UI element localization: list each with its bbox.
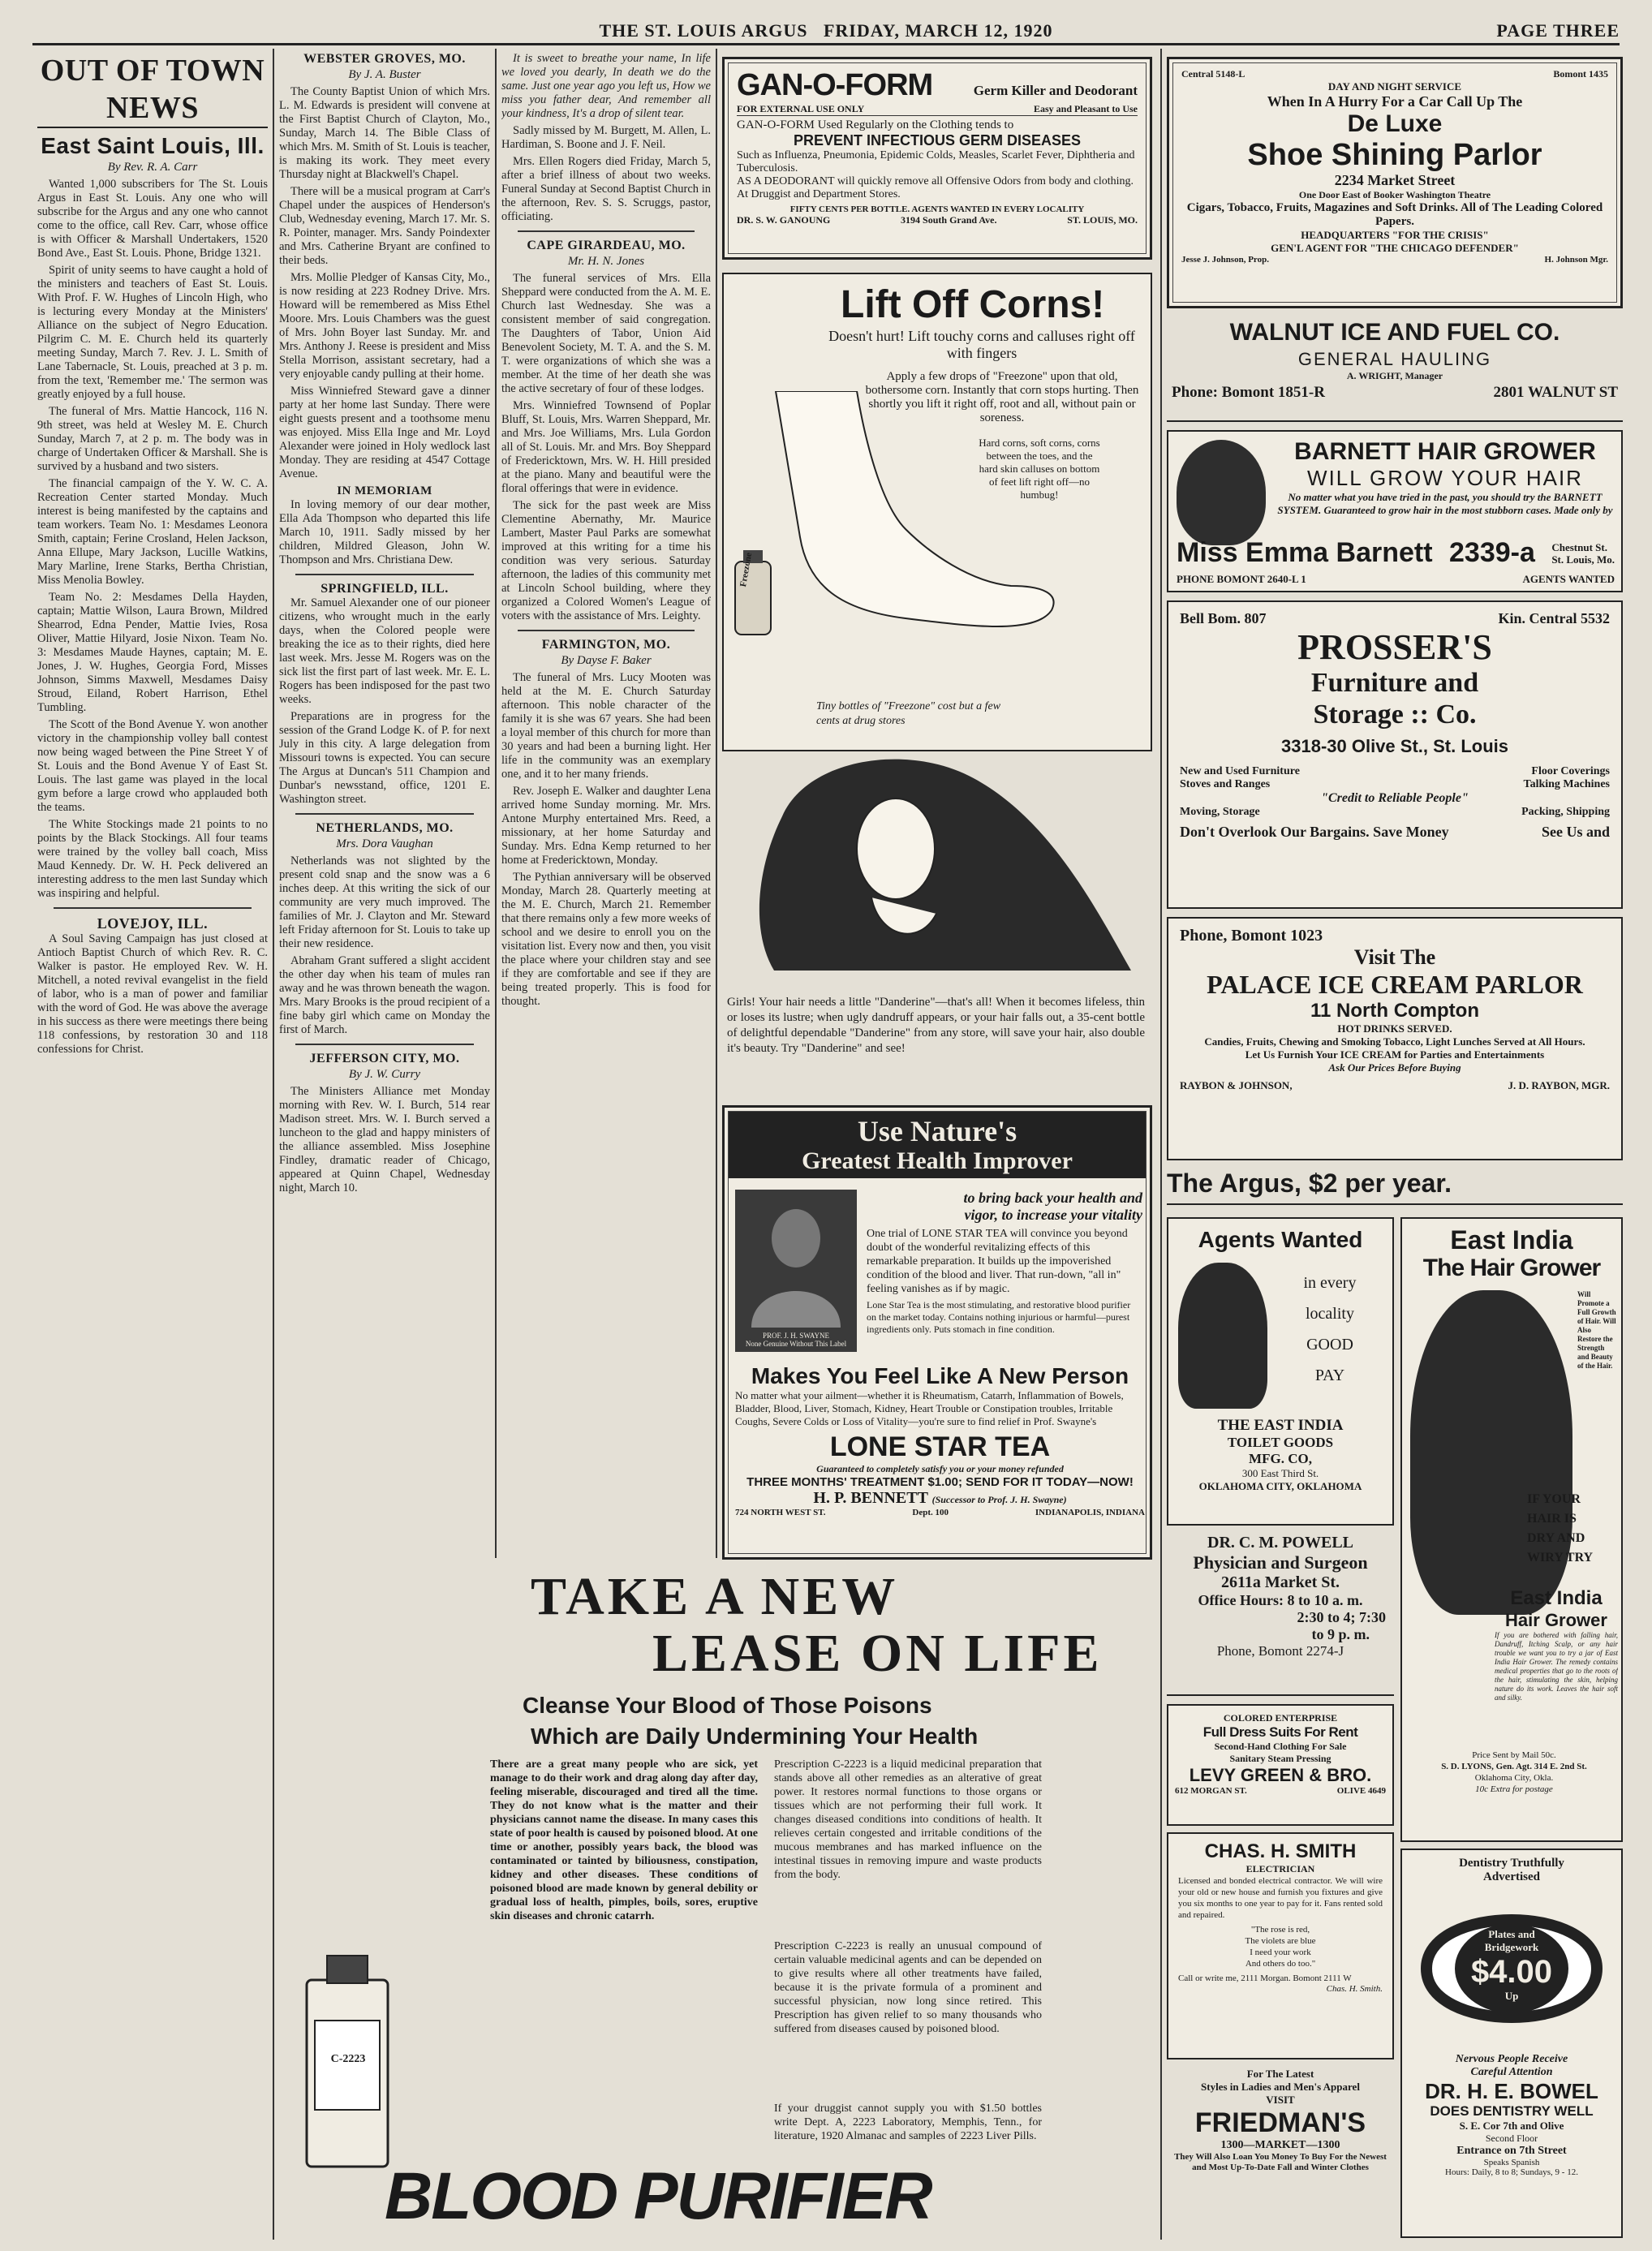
prosser-credit: "Credit to Reliable People" [1321,791,1469,805]
prosser-address: 3318-30 Olive St., St. Louis [1281,736,1508,756]
palace-phone: Phone, Bomont 1023 [1180,927,1323,945]
walnut-sub: GENERAL HAULING [1297,349,1492,369]
dentist-ad [1400,1849,1623,2238]
woman-illustration [725,751,1147,987]
column-one [37,52,268,2243]
gan-headline: PREVENT INFECTIOUS GERM DISEASES [793,132,1082,148]
dentist-plates2: Bridgework [1484,1941,1539,1953]
palace-ice-cream-ad [1167,917,1623,1160]
column-rule [1160,49,1162,2240]
powell-phone: Phone, Bomont 2274-J [1216,1643,1344,1659]
shoe-line1: DAY AND NIGHT SERVICE [1327,80,1462,93]
smith-poem3: I need your work [1250,1948,1311,1957]
dentist-nervous2: Careful Attention [1470,2066,1553,2078]
barnett-sub: WILL GROW YOUR HAIR [1307,466,1583,490]
blood-purifier-ad [279,1566,1155,2240]
lone-star-body3: No matter what your ailment—whether it is Rheumatism, Catarrh, Inflammation of Bowels, Bladder, Blood, Liver, Stomach, Kidney, Heart Trouble or Constipation troubles, Irritable Coughs, Severe Colds or Loss of Vitality—you're sure to find relief in Prof. Swayne's [735,1389,1124,1427]
barnett-hair-ad [1167,430,1623,592]
corns-headline: Lift Off Corns! [841,283,1105,326]
dentist-teeth [1410,1887,1613,2050]
agents-l3: GOOD [1306,1336,1353,1354]
column-three [501,52,711,1553]
divider [518,630,695,631]
blood-headline1: TAKE A NEW [531,1567,899,1626]
gan-sub-right: Easy and Pleasant to Use [1033,103,1138,114]
dentist-plates1: Plates and [1488,1928,1535,1940]
east-india-product1: East India [1510,1587,1603,1609]
ad-frame [728,1111,1147,1554]
column-two [279,52,490,1553]
barnett-photo [1177,440,1266,545]
shoe-footer [1181,255,1608,265]
blood-sub2: Which are Daily Undermining Your Health [531,1724,979,1749]
article-paragraph: The Pythian anniversary will be observed Monday, March 28. Quarterly meeting at the M. E. Church, March 21. Remember that there remains only a few more weeks of school and we desire to enroll you on the visitation list. Every now and then, you visit the place where your children stay and see if they are comfortable and see if they are being treated properly. This is food for thought. [501,871,711,1008]
prosser-r3: Packing, Shipping [1521,806,1610,818]
ad-frame [1172,435,1618,587]
section-title: OUT OF TOWN NEWS [37,52,268,128]
east-india-body: If you are bothered with falling hair, Dandruff, Itching Scalp, or any hair trouble we want you to try a jar of East India Hair Grower. The remedy contains medical properties that go to the roots of the hair, stimulating the skin, helping nature do its work. Leaves the hair soft and silky. [1495,1631,1618,1702]
shoe-title1: De Luxe [1347,110,1443,137]
blood-col1: There are a great many people who are sick, yet manage to do their work and drag along day after day, feeling miserable, discouraged and tired all the time. They do not know what is the matter and their physicians cannot name the disease. In many cases this state of poor health is caused by poisoned blood. At one time or another, possibly years back, the blood was contaminated or tainted by biliousness, constipation, kidney and other diseases. These conditions of poisoned blood are made known by general debility or gradual loss of health, pimples, boils, sores, eruptive skin diseases and chronic catarrh. [490,1758,758,1922]
shoe-phone-left: Central 5148-L [1181,68,1245,80]
east-india-footer [1410,1750,1618,1795]
walnut-phone: Phone: Bomont 1851-R [1172,384,1325,401]
gan-brand: GAN-O-FORM [737,68,933,102]
netherlands-byline: Mrs. Dora Vaughan [336,837,433,850]
dentist-price: $4.00 [1470,1954,1553,1990]
article-paragraph: Wanted 1,000 subscribers for The St. Louis Argus in East St. Louis. Any one who will subscribe for the Argus and any one who cannot come to the office, call Rev. Carr, whose office is with Officer & Marshall Undertakers, 1520 Bond Ave., East St. Louis. Phone, Bridge 1321. [37,178,268,260]
shoe-agent: GEN'L AGENT FOR "THE CHICAGO DEFENDER" [1271,242,1519,254]
agents-company3: MFG. CO, [1249,1451,1312,1466]
gan-header-row [737,68,1138,103]
gan-tagline: Germ Killer and Deodorant [973,83,1138,98]
friedman-address: 1300—MARKET—1300 [1220,2139,1340,2151]
article-paragraph: Mrs. Winniefred Townsend of Poplar Bluff, St. Louis, Mrs. Warren Sheppard, Mr. and Mrs. Joe Williams, Mrs. Lula Gordon all of St. Louis. Mr. and Mrs. Boy Sheppard of Fredericktown, Mrs. W. H. Hill presided at the piano. Many and beautiful were the floral offerings that were in evidence. [501,399,711,495]
east-india-q3: DRY AND [1527,1531,1585,1545]
corns-caption: Tiny bottles of "Freezone" cost but a few cents at drug stores [816,700,1001,727]
friedman-l3: VISIT [1266,2094,1295,2106]
east-india-price: Price Sent by Mail 50c. [1472,1750,1556,1760]
levy-sub1: Second-Hand Clothing For Sale [1214,1741,1347,1752]
east-india-title2: The Hair Grower [1422,1255,1601,1281]
shoe-shining-ad [1167,57,1623,308]
lone-star-address: 724 NORTH WEST ST. [735,1508,826,1517]
levy-address: 612 MORGAN ST. [1175,1786,1247,1796]
corns-sub: Doesn't hurt! Lift touchy corns and calluses right off with fingers [828,328,1135,361]
palace-title: PALACE ICE CREAM PARLOR [1207,970,1583,999]
prosser-phone-right: Kin. Central 5532 [1498,610,1610,626]
friedman-l1: For The Latest [1246,2068,1314,2080]
lone-star-headline: Makes You Feel Like A New Person [751,1363,1129,1388]
prosser-title3: Storage :: Co. [1313,699,1477,730]
agents-right [1277,1268,1383,1391]
levy-top: COLORED ENTERPRISE [1223,1712,1338,1724]
prosser-line3 [1180,806,1610,819]
lone-star-tag1: to bring back your health and [963,1190,1142,1206]
prosser-l3: Moving, Storage [1180,806,1260,818]
gan-address: 3194 South Grand Ave. [901,214,997,226]
gan-sub-row [737,103,1138,116]
prosser-phone-left: Bell Bom. 807 [1180,610,1267,626]
shoe-title2: Shoe Shining Parlor [1247,138,1542,172]
agents-photo [1178,1263,1267,1409]
dentist-speak: Speaks Spanish [1483,2158,1540,2167]
walnut-title: WALNUT ICE AND FUEL CO. [1229,319,1560,346]
prosser-title2: Furniture and [1310,668,1479,698]
barnett-street: Chestnut St. [1551,540,1607,553]
webster-byline: By J. A. Buster [348,68,421,81]
shoe-prop: Jesse J. Johnson, Prop. [1181,255,1269,265]
shoe-location: One Door East of Booker Washington Theatre [1298,189,1491,200]
masthead-page-number: PAGE THREE [1496,19,1620,41]
lone-star-photo-caption2: None Genuine Without This Label [745,1340,847,1348]
east-india-q1: IF YOUR [1527,1492,1581,1506]
column-rule [716,49,717,1558]
powell-hours3: to 9 p. m. [1311,1626,1370,1642]
blood-col3: Prescription C-2223 is really an unusual compound of certain valuable medicinal agents and can be depended on to give results where all other treatments have failed, because it is the private formula of a prominent and successful physician, now long since retired. This Prescription has given relief to so many thousands who suffered from diseases caused by poisoned blood. [774,1940,1042,2035]
poem-continued: It is sweet to breathe your name, In life we loved you dearly, In death we do the same. Just one year ago you left us, How we miss you father dear, And remember all your kindness, It's a drop of silent tear. [501,52,711,120]
levy-name: LEVY GREEN & BRO. [1189,1765,1372,1785]
prosser-line1 [1180,765,1610,778]
smith-poem2: The violets are blue [1245,1936,1316,1946]
palace-left: RAYBON & JOHNSON, [1180,1079,1293,1091]
shoe-line2: When In A Hurry For a Car Call Up The [1267,93,1523,110]
agents-l1: in every [1303,1274,1357,1292]
powell-hours2: 2:30 to 4; 7:30 [1297,1609,1386,1625]
barnett-name: Miss Emma Barnett [1177,537,1433,568]
lone-star-body1: One trial of LONE STAR TEA will convince you beyond doubt of the wonderful revitalizing effects of this remarkable preparation. It builds up the impoverished condition of the blood and liver. That run-down, "all in" feeling vanishes as if by magic. [867,1228,1128,1295]
friedmans-ad [1167,2068,1394,2238]
east-india-lower [1495,1587,1618,1702]
article-paragraph: A Soul Saving Campaign has just closed at Antioch Baptist Church of which Rev. R. C. Walker is pastor. He employed Rev. W. H. Mitchell, a noted revival evangelist in the field of labor, who is a man of power and familiar with the word of God. He was above the average in his success as there were meetings there being 118 confessions, by restoration 30 and 118 confessions for Christ. [37,932,268,1056]
ad-frame [1172,1709,1389,1821]
danderine-ad [722,751,1152,1100]
smith-contact: Call or write me, 2111 Morgan. Bomont 2111 W [1178,1973,1352,1983]
article-paragraph: Team No. 2: Mesdames Della Hayden, captain; Mattie Wilson, Laura Brown, Mildred Shearrod, Edna Pender, Mattie Ivies, Rosa Oliver, Mattie Hilyard, Josie Nixon. Team No. 3: Mesdames Maude Haynes, captain; M. E. Jones, J. W. Hughes, Georgia Ford, Misses Johnson, Simms Maxwell, Mesdames Daisy Stroud, Eiland, Robert Harrison, Ethel Tumbling. [37,591,268,714]
dentist-hours: Hours: Daily, 8 to 8; Sundays, 9 - 12. [1445,2167,1578,2177]
walnut-footer [1167,382,1623,403]
lone-star-lower [735,1363,1145,1517]
east-india-q [1527,1490,1616,1568]
article-paragraph: Mrs. Mollie Pledger of Kansas City, Mo., is now residing at 223 Rodney Drive. Mrs. Howard will be remembered as Miss Ethel Moore. Mrs. Louis Chambers was the guest of Mrs. John Boyer last Sunday. Mr. and Mrs. Anthony J. Reese is president and Miss Stella Morrison, assistant secretary, had a very enjoyable candy pulling at their home. [279,271,490,381]
east-india-city: Oklahoma City, Okla. [1474,1773,1554,1783]
article-paragraph: The Scott of the Bond Avenue Y. won another victory in the championship volley ball contest now being waged between the Pine Street Y of St. Louis and the Bond Avenue Y of East St. Louis. The last game was played in the local gym before a large crowd who applauded both the teams. [37,718,268,814]
article-paragraph: Spirit of unity seems to have caught a hold of the ministers and teachers of East St. Louis. With Prof. F. W. Hughes of Lincoln High, who is lecturing every Monday at the Ministers' Alliance on the subject of Negro Education. Pilgrim C. M. E. Church held its quarterly meeting Sunday, March 7. Rev. J. L. Smith of Lane Tabernacle, St. Louis, preached at 3 p. m. from the text, 'Remember me.' The sermon was greatly enjoyed by a full house. [37,264,268,401]
masthead [32,18,1620,45]
palace-order: Let Us Furnish Your ICE CREAM for Parties and Entertainments [1245,1048,1545,1061]
webster-title: WEBSTER GROVES, MO. [303,52,466,66]
lift-off-corns-ad [722,273,1152,751]
east-india-q2: HAIR IS [1527,1512,1577,1526]
shoe-phones [1181,68,1608,80]
barnett-city: St. Louis, Mo. [1551,553,1615,566]
dentist-name2: DOES DENTISTRY WELL [1430,2103,1594,2119]
gan-footer-row [737,214,1138,226]
article-paragraph: Netherlands was not slighted by the present cold snap and the snow was a 6 inches deep. At this writing the sick of our community are very much improved. The families of Mr. J. Clayton and Mr. Steward left Friday afternoon for St. Louis to take up their new residence. [279,854,490,950]
smith-body: Licensed and bonded electrical contractor. We will wire your old or new house and furnish you fixtures and give you six months to one year to pay for it. Fans rented sold and repaired. [1178,1876,1383,1920]
lone-star-photo [735,1190,857,1352]
dentist-nervous1: Nervous People Receive [1455,2053,1568,2065]
corns-foot-note: Hard corns, soft corns, corns between the toes, and the hard skin calluses on bottom of feet lift right off—no humbug! [979,437,1100,501]
east-st-louis-byline: By Rev. R. A. Carr [107,161,198,174]
bottle-label: C-2223 [330,2053,366,2065]
prosser-line4 [1180,824,1610,841]
ad-frame [1172,1837,1389,2055]
agents-l2: locality [1306,1305,1354,1323]
palace-drinks: HOT DRINKS SERVED. [1337,1022,1452,1035]
article-paragraph: The County Baptist Union of which Mrs. L. M. Edwards is president will convene at the First Baptist Church of Clayton, Mo., Sunday, March 14. The Bible Class of which Mrs. M. Smith of St. Louis is teacher, is making its work. They meet every Thursday night at Blackwell's Chapel. [279,85,490,181]
gan-city: ST. LOUIS, MO. [1067,214,1138,226]
barnett-number: 2339-a [1449,537,1535,568]
gan-sub-left: FOR EXTERNAL USE ONLY [737,103,865,114]
in-memoriam-text: In loving memory of our dear mother, Ella Ada Thompson who departed this life March 10, 1911. Sadly missed by her children, Mildred Gleason, John W. Thompson and Mrs. Christiana Dew. [279,498,490,566]
blood-sub1: Cleanse Your Blood of Those Poisons [523,1693,932,1718]
lone-star-tag2: vigor, to increase your vitality [964,1207,1142,1223]
article-paragraph: The sick for the past week are Miss Clementine Abernathy, Mr. Maurice Lambert, Master Paul Parks are somewhat improved at this writing for a time his condition was very serious. Saturday afternoon, the ladies of this community met at Lincoln School building, where they organized a Colored Women's League of voters with the assistance of Mrs. Leighty. [501,499,711,622]
corns-bottle-label: Freezone [738,552,755,588]
divider [295,574,474,575]
divider [54,907,252,909]
dentist-up: Up [1504,1990,1519,2002]
prosser-r2: Talking Machines [1523,778,1610,790]
prossers-ad [1167,600,1623,909]
ad-frame [728,62,1147,254]
agents-l4: PAY [1314,1367,1345,1384]
jefferson-byline: By J. W. Curry [348,1068,421,1081]
palace-items: Candies, Fruits, Chewing and Smoking Tobacco, Light Lunches Served at All Hours. [1204,1035,1585,1048]
lone-star-right [867,1190,1142,1336]
article-paragraph: Mr. Samuel Alexander one of our pioneer citizens, who wrought much in the early days, when the Colored people were breaking the ice as to their rights, died here last week. Mrs. Jesse M. Rogers was on the sick list the first part of last week. Mr. E. L. Rogers has been indisposed for the past two weeks. [279,596,490,706]
article-paragraph: The funeral services of Mrs. Ella Sheppard were conducted from the A. M. E. Church last Wednesday. She was a consistent member of said congregation. The Daughters of Tabor, Union Aid Benevolent Society, M. T. A. and the S. M. T. were organizations of which she was a member. At the time of her death she was the active secretary of four of these lodges. [501,272,711,395]
dentist-title2: Advertised [1483,1870,1540,1883]
ad-frame [1172,1222,1389,1521]
blood-col2: Prescription C-2223 is a liquid medicinal preparation that stands above all other remedies as an alterative of great power. It restores normal functions to those organs or tissues which are not performing their full work. It changes diseased conditions into conditions of health. It relieves certain congested and irritable conditions of the mucous membranes and has marked influence on the intestinal tissues in removing impure and waste products from the body. [774,1758,1042,1881]
shoe-items: Cigars, Tobacco, Fruits, Magazines and Soft Drinks. All of The Leading Colored Papers. [1186,201,1603,228]
east-india-side: Will Promote a Full Growth of Hair. Will Also Restore the Strength and Beauty of the Hair. [1577,1290,1616,1370]
blood-headline2: LEASE ON LIFE [652,1624,1103,1683]
levy-footer [1175,1786,1386,1796]
agents-company: THE EAST INDIA [1217,1417,1344,1434]
foot-illustration [727,391,1068,651]
shoe-mgr: H. Johnson Mgr. [1544,255,1608,265]
lone-star-dept: Dept. 100 [912,1508,949,1517]
lone-star-dealer-note: (Successor to Prof. J. H. Swayne) [931,1494,1067,1505]
divider [295,813,474,815]
lone-star-banner [729,1112,1146,1178]
smith-poem4: And others do too." [1245,1959,1316,1969]
prosser-r1: Floor Coverings [1531,765,1610,777]
walnut-address: 2801 WALNUT ST [1493,384,1618,401]
lone-star-guarantee: Guaranteed to completely satisfy you or your money refunded [816,1463,1064,1474]
lone-star-offer: THREE MONTHS' TREATMENT $1.00; SEND FOR IT TODAY—NOW! [746,1475,1134,1489]
prosser-l2: Stoves and Ranges [1180,778,1271,790]
dentist-title1: Dentistry Truthfully [1459,1857,1564,1870]
east-india-agent: S. D. LYONS, Gen. Agt. 314 E. 2nd St. [1441,1762,1587,1771]
lone-star-address-row [735,1508,1145,1517]
levy-title: Full Dress Suits For Rent [1202,1724,1358,1740]
springfield-title: SPRINGFIELD, ILL. [321,582,449,596]
article-paragraph: The funeral of Mrs. Lucy Mooten was held at the M. E. Church Saturday afternoon. This noble character of the family it is she was 67 years. She had been a loyal member of this church for more than 30 years and had been a burning light. Her life in the community was an exemplary one, and it to her many friends. [501,671,711,781]
article-paragraph: Mrs. Ellen Rogers died Friday, March 5, after a brief illness of about two weeks. Funeral Sunday at Second Baptist Church in the afternoon, Rev. S. S. Scruggs, pastor, officiating. [501,155,711,223]
agents-wanted-ad [1167,1217,1394,1526]
smith-sign: Chas. H. Smith. [1326,1984,1383,1994]
palace-address: 11 North Compton [1310,1000,1479,1022]
article-paragraph: The financial campaign of the Y. W. C. A. Recreation Center started Monday. Much interest is being manifested by the captains and team workers. Team No. 1: Mesdames Leonora Smith, captain; Ferine Crosland, Helen Jackson, Anna Ellupe, Mary Jackson, Lucille Watkins, Mary Marline, Irene Starks, Bertha Christian, Miss Menolia Bowley. [37,477,268,587]
prosser-l1: New and Used Furniture [1180,765,1300,777]
column-rule [273,49,274,2240]
gan-o-form-ad [722,57,1152,260]
east-india-ad [1400,1217,1623,1842]
gan-maker: DR. S. W. GANOUNG [737,214,831,226]
palace-footer [1180,1079,1610,1092]
friedman-body: They Will Also Loan You Money To Buy For the Newest and Most Up-To-Date Fall and Winter Clothes [1174,2152,1387,2172]
article-paragraph: Miss Winniefred Steward gave a dinner party at her home last Sunday. There were eight guests present and a toothsome menu was enjoyed. Miss Ella Inge and Mr. Loyd Alexander were joined in Holy wedlock last Monday. They are residing at 4547 Cottage Avenue. [279,385,490,480]
east-st-louis-title: East Saint Louis, Ill. [41,133,265,158]
walnut-mgr: A. WRIGHT, Manager [1346,370,1443,381]
lone-star-photo-caption: PROF. J. H. SWAYNE [763,1332,829,1340]
palace-ask: Ask Our Prices Before Buying [1328,1061,1461,1074]
lone-star-tea-ad [722,1105,1152,1560]
lone-star-dealer: H. P. BENNETT [813,1489,928,1507]
prosser-l4: Don't Overlook Our Bargains. Save Money [1180,824,1449,840]
shoe-address: 2234 Market Street [1334,172,1456,188]
article-paragraph: The Ministers Alliance met Monday morning with Rev. W. I. Burch, 514 rear Madison street. Mrs. W. I. Burch served a luncheon to the glad and happy ministers of the alliance assembled. Miss Josephine Findley, dramatic reader of Chicago, appeared at Quinn Chapel, Wednesday night, March 10. [279,1085,490,1194]
east-india-q4: WIRY TRY [1527,1551,1594,1565]
lone-star-dealer-line [735,1489,1145,1508]
walnut-ice-ad [1167,316,1623,422]
barnett-body: No matter what you have tried in the past, you should try the BARNETT SYSTEM. Guaranteed to grow hair in the most stubborn cases. Made only by [1277,491,1613,516]
powell-title: Physician and Surgeon [1193,1552,1368,1573]
dentist-name: DR. H. E. BOWEL [1425,2079,1598,2103]
shoe-hq: HEADQUARTERS "FOR THE CRISIS" [1301,229,1489,241]
agents-city: OKLAHOMA CITY, OKLAHOMA [1198,1480,1362,1492]
palace-right: J. D. RAYBON, MGR. [1508,1079,1610,1091]
lone-star-city: INDIANAPOLIS, INDIANA [1035,1508,1145,1517]
dr-powell-ad [1167,1534,1394,1696]
agents-title: Agents Wanted [1198,1227,1363,1252]
masthead-paper-name: THE ST. LOUIS ARGUS FRIDAY, MARCH 12, 1920 [599,19,1053,41]
prosser-phones [1180,610,1610,627]
levy-sub2: Sanitary Steam Pressing [1229,1753,1331,1764]
ad-frame [1405,1853,1618,2233]
lone-star-product: LONE STAR TEA [829,1431,1051,1462]
dentist-entrance: Entrance on 7th Street [1456,2145,1567,2157]
barnett-footer [1177,573,1615,586]
jefferson-title: JEFFERSON CITY, MO. [309,1052,460,1065]
blood-footer: BLOOD PURIFIER [385,2159,931,2233]
smith-poem1: "The rose is red, [1250,1925,1310,1935]
gan-line2: Such as Influenza, Pneumonia, Epidemic Colds, Measles, Scarlet Fever, Diphtheria and Tuberculosis. [737,149,1135,174]
article-paragraph: Abraham Grant suffered a slight accident the other day when his team of mules ran away and he was thrown beneath the wagon. Mrs. Mary Brooks is the proud recipient of a fine baby girl which came on Monday the first of March. [279,954,490,1036]
prosser-title1: PROSSER'S [1297,627,1492,667]
ad-frame [727,278,1147,747]
ad-frame [1172,605,1618,904]
east-india-product2: Hair Grower [1505,1610,1607,1630]
levy-phone: OLIVE 4649 [1336,1786,1386,1796]
barnett-title: BARNETT HAIR GROWER [1294,438,1596,465]
ad-frame [1172,62,1617,303]
article-paragraph: Rev. Joseph E. Walker and daughter Lena arrived home Sunday morning. Mr. Mrs. Antone Murphy entertained Mrs. Reed, a missionary, at her home Saturday and Sunday. Mrs. Edna Kemp returned to her home at Fredericktown, Monday. [501,785,711,867]
barnett-agents: AGENTS WANTED [1522,573,1615,585]
corns-body: Apply a few drops of "Freezone" upon that old, bothersome corn. Instantly that corn stops hurting. Then shortly you lift it right off, root and all, without pain or soreness. [865,370,1139,424]
dentist-center [1410,1928,1613,2003]
friedman-name: FRIEDMAN'S [1194,2107,1366,2138]
shoe-phone-right: Bomont 1435 [1553,68,1608,80]
ad-frame [1405,1222,1618,1837]
prosser-r4: See Us and [1541,824,1610,840]
ad-frame [1172,922,1618,1156]
divider [295,1044,474,1045]
article-paragraph: The White Stockings made 21 points to no points by the Black Stockings. All four teams were trained by the volley ball coach, Miss Maud Kennedy. Dr. W. H. Peck delivered an interesting address to the men last Sunday which was inspiring and helpful. [37,818,268,900]
netherlands-title: NETHERLANDS, MO. [316,821,454,835]
dentist-address: S. E. Cor 7th and Olive [1459,2120,1564,2132]
gan-price: FIFTY CENTS PER BOTTLE. AGENTS WANTED IN EVERY LOCALITY [789,204,1085,214]
in-memoriam-title: IN MEMORIAM [337,484,432,497]
cape-title: CAPE GIRARDEAU, MO. [527,239,686,252]
article-paragraph: There will be a musical program at Carr's Chapel under the auspices of Henderson's Club, Wednesday evening, March 17. Mr. S. R. Pointer, manager. Mrs. Sandy Poindexter and Mrs. Catherine Bryant are confined to their beds. [279,185,490,267]
barnett-phone: PHONE BOMONT 2640-L 1 [1177,573,1306,585]
dentist-floor: Second Floor [1485,2133,1538,2144]
farmington-byline: By Dayse F. Baker [561,654,652,667]
lone-star-banner1: Use Nature's [857,1115,1017,1147]
agents-company2: TOILET GOODS [1227,1435,1334,1450]
column-rule [495,49,497,1558]
prosser-line2 [1180,778,1610,791]
gan-line1: GAN-O-FORM Used Regularly on the Clothing tends to [737,118,1014,131]
gan-line3: AS A DEODORANT will quickly remove all Offensive Odors from body and clothing. At Druggist and Department Stores. [737,175,1134,200]
smith-title: ELECTRICIAN [1245,1863,1315,1874]
divider [518,230,695,232]
man-portrait-illustration [735,1190,857,1328]
barnett-name-row [1177,537,1615,569]
chas-smith-ad [1167,1832,1394,2059]
blood-col4: If your druggist cannot supply you with $1.50 bottles write Dept. A, 2223 Laboratory, Memphis, Tenn., for literature, 1920 Almanac and samples of 2223 Liver Pills. [774,2103,1042,2142]
friedman-l2: Styles in Ladies and Men's Apparel [1201,2081,1360,2093]
powell-address: 2611a Market St. [1220,1573,1340,1591]
barnett-addr [1551,541,1615,566]
agents-company-block [1177,1417,1384,1493]
powell-hours1: Office Hours: 8 to 10 a. m. [1198,1592,1363,1608]
cape-byline: Mr. H. N. Jones [567,255,645,268]
smith-poem [1178,1924,1383,1969]
lone-star-body2: Lone Star Tea is the most stimulating, and restorative blood purifier on the market today. Contains nothing injurious or harmful—purest ingredients only. Puts stomach in fine condition. [867,1299,1131,1335]
palace-visit: Visit The [1353,945,1436,969]
east-india-title1: East India [1450,1225,1573,1255]
farmington-title: FARMINGTON, MO. [541,638,671,652]
article-paragraph: Preparations are in progress for the session of the Grand Lodge K. of P. for next July in this city. A large delegation from Missouri towns is expected. You can secure The Argus at Duncan's 511 Champion and Dunbar's newsstand, office, 1201 E. Washington street. [279,710,490,806]
agents-address: 300 East Third St. [1241,1467,1319,1479]
danderine-text: Girls! Your hair needs a little "Danderine"—that's all! When it becomes lifeless, thin or loses its lustre; when ugly dandruff appears, or your hair falls out, a 35-cent bottle of delightful dependable "Danderine" from any store, will save your hair, also double it's beauty. Try "Danderine" and see! [727,996,1145,1055]
east-india-postage: 10c Extra for postage [1475,1784,1553,1794]
article-paragraph: The funeral of Mrs. Mattie Hancock, 116 N. 9th street, was held at Wesley M. E. Church Sunday, March 7, at 2 p. m. The body was in charge of Undertaken Officer & Marshall. She is survived by a husband and two sisters. [37,405,268,473]
smith-name: CHAS. H. SMITH [1204,1840,1357,1862]
argus-price: The Argus, $2 per year. [1167,1169,1623,1205]
levy-green-ad [1167,1704,1394,1826]
powell-name: DR. C. M. POWELL [1207,1534,1353,1552]
lovejoy-title: LOVEJOY, ILL. [97,915,209,932]
article-paragraph: Sadly missed by M. Burgett, M. Allen, L. Hardiman, S. Boone and J. F. Neil. [501,124,711,151]
lone-star-banner2: Greatest Health Improver [802,1147,1073,1174]
